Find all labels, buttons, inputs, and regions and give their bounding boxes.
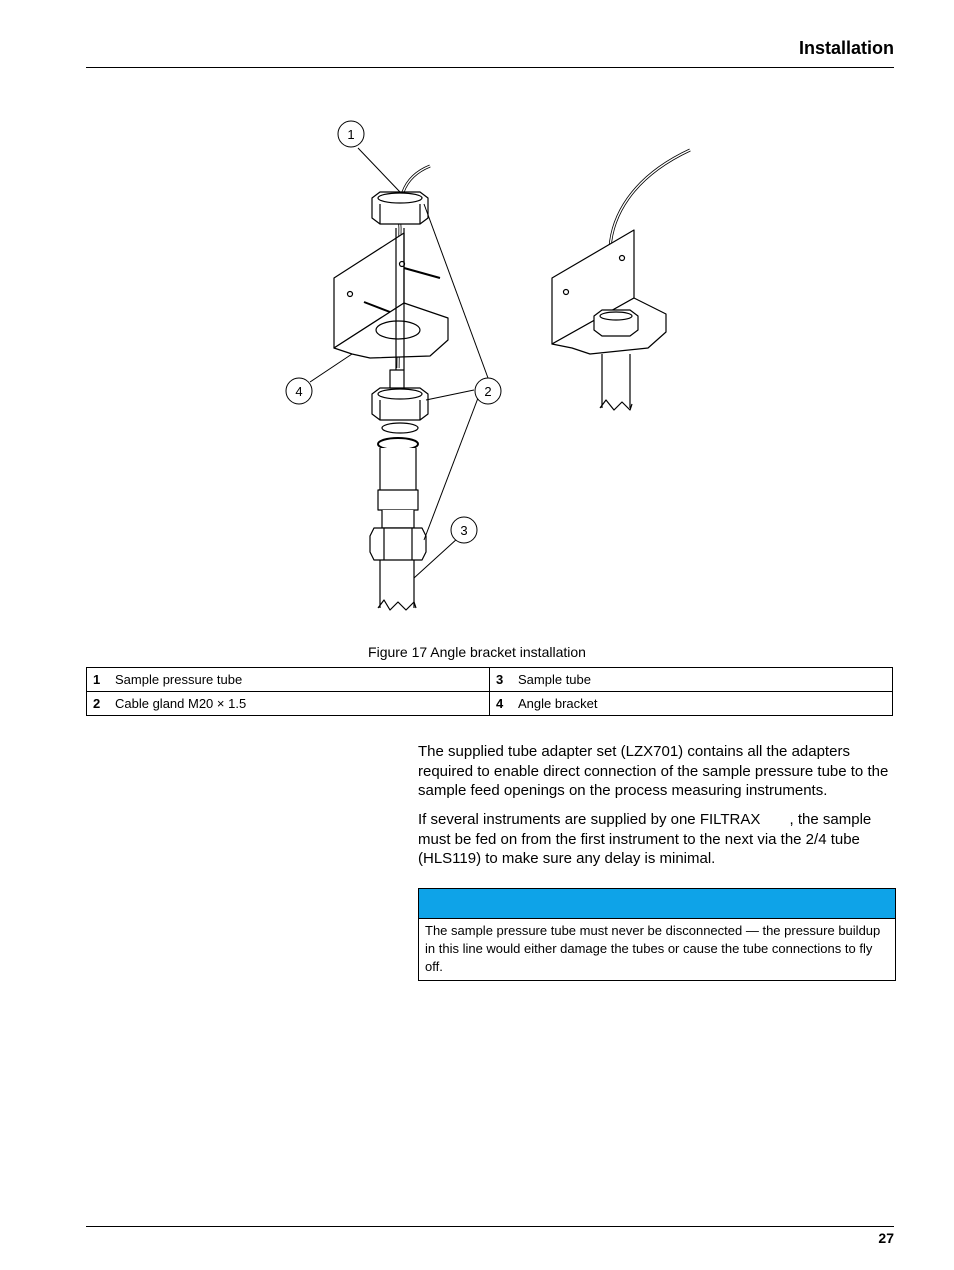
legend-cell (87, 692, 490, 716)
notice-header-bar (419, 889, 895, 919)
legend-number: 2 (93, 696, 101, 711)
legend-row (87, 692, 893, 716)
legend-cell (490, 692, 893, 716)
figure-caption: Figure 17 Angle bracket installation (368, 644, 586, 660)
legend-number: 3 (496, 672, 504, 687)
legend-label: Sample tube (518, 672, 591, 687)
callout-label-1: 1 (347, 127, 355, 142)
legend-label: Angle bracket (518, 696, 598, 711)
legend-cell (87, 668, 490, 692)
footer-divider (86, 1226, 894, 1227)
figure-legend-table (86, 667, 893, 716)
header-divider (86, 67, 894, 68)
legend-number: 1 (93, 672, 101, 687)
callout-label-4: 4 (295, 384, 303, 399)
legend-number: 4 (496, 696, 504, 711)
legend-row (87, 668, 893, 692)
callout-label-3: 3 (460, 523, 468, 538)
legend-cell (490, 668, 893, 692)
body-paragraph: If several instruments are supplied by one FILTRAX , the sample must be fed on from the first instrument to the next via the 2/4 tube (HLS119) to make sure any delay is minimal. (418, 811, 876, 867)
legend-label: Sample pressure tube (115, 672, 243, 687)
page-number: 27 (878, 1230, 894, 1246)
body-paragraph: The supplied tube adapter set (LZX701) contains all the adapters required to enable direct connection of the sample pressure tube to the sample feed openings on the process measuring instruments. (418, 743, 889, 799)
angle-bracket-illustration (280, 108, 720, 618)
legend-label: Cable gland M20 × 1.5 (115, 696, 247, 711)
notice-box (418, 888, 896, 981)
callout-label-2: 2 (484, 384, 492, 399)
notice-text: The sample pressure tube must never be disconnected — the pressure buildup in this line would either damage the tubes or cause the tube connections to fly off. (425, 923, 881, 974)
section-title: Installation (798, 38, 894, 58)
